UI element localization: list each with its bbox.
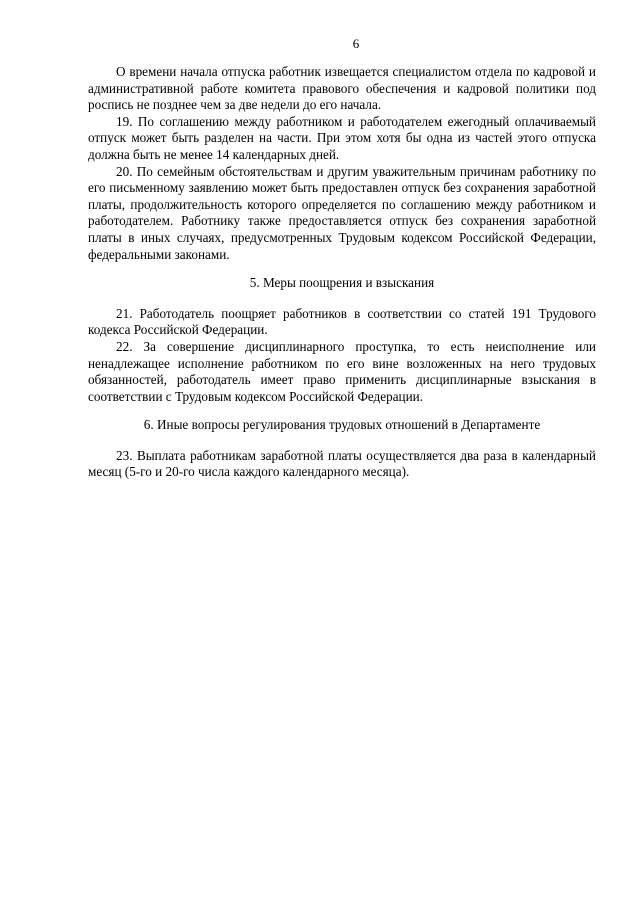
paragraph-19: 19. По соглашению между работником и работодателем ежегодный оплачиваемый отпуск может быть разделен на части. При этом хотя бы одна из частей этого отпуска должна быть не менее 14 календарных дней. [88, 113, 596, 162]
paragraph-21: 21. Работодатель поощряет работников в соответствии со статей 191 Трудового кодекса Российской Федерации. [88, 305, 596, 338]
section-heading-5: 5. Меры поощрения и взыскания [249, 275, 435, 291]
document-page [88, 36, 596, 481]
page-number: 6 [352, 36, 360, 51]
paragraph-vacation-notice: О времени начала отпуска работник извещается специалистом отдела по кадровой и административной работе комитета правового обеспечения и кадровой политики под роспись не позднее чем за две недели до его начала. [88, 64, 596, 113]
paragraph-22: 22. За совершение дисциплинарного проступка, то есть неисполнение или ненадлежащее исполнение работником по его вине возложенных на него трудовых обязанностей, работодатель имеет право применить дисциплинарные взыскания в соответствии с Трудовым кодексом Российской Федерации. [88, 338, 596, 404]
paragraph-20: 20. По семейным обстоятельствам и другим уважительным причинам работнику по его письменному заявлению может быть предоставлен отпуск без сохранения заработной платы, продолжительность которого определяется по соглашению между работником и работодателем. Работнику также предоставляется отпуск без сохранения заработной платы в иных случаях, предусмотренных Трудовым кодексом Российской Федерации, федеральными законами. [88, 163, 596, 262]
paragraph-23: 23. Выплата работникам заработной платы осуществляется два раза в календарный месяц (5-го и 20-го числа каждого календарного месяца). [88, 447, 596, 480]
section-heading-6: 6. Иные вопросы регулирования трудовых отношений в Департаменте [143, 417, 541, 433]
